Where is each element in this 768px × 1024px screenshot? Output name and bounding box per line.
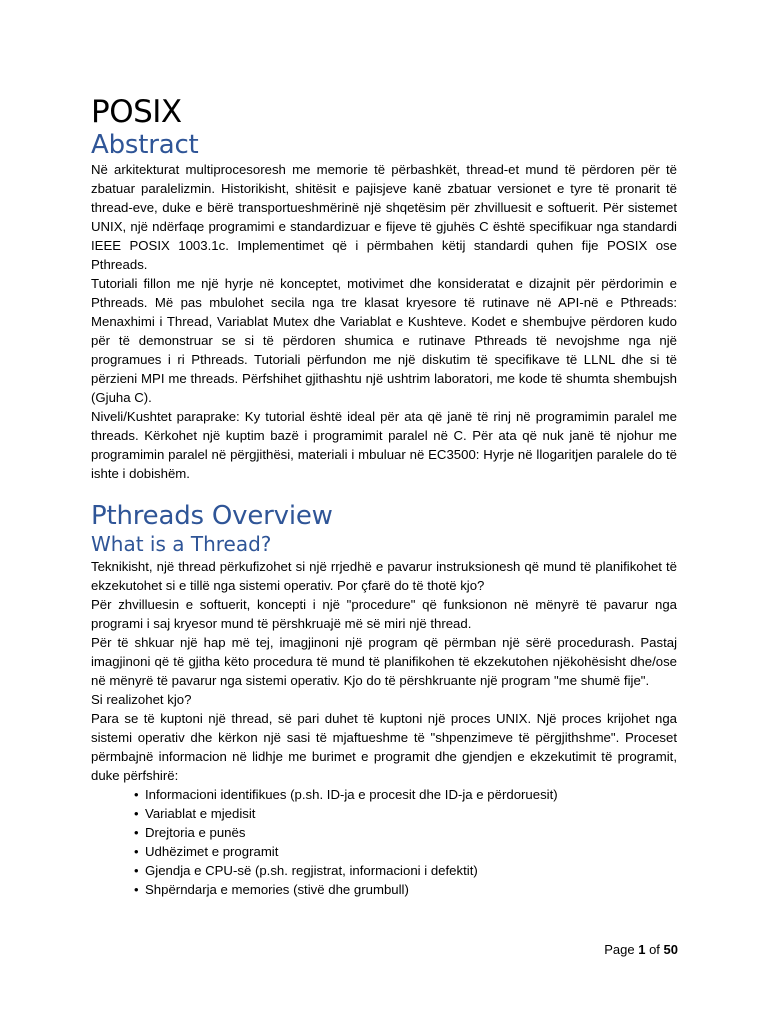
list-item <box>134 804 677 823</box>
list-item-text: Udhëzimet e programit <box>145 844 279 859</box>
list-item-text: Informacioni identifikues (p.sh. ID-ja e procesit dhe ID-ja e përdoruesit) <box>145 787 558 802</box>
page-footer <box>604 942 678 957</box>
overview-paragraph-3: Për të shkuar një hap më tej, imagjinoni një program që përmban një sërë procedurash. Pastaj imagjinoni që të gjitha këto procedura të mund të planifikohen të ekzekutohen njëkohësisht dhe/ose në mënyrë të pavarur nga sistemi operativ. Kjo do të përshkruante një program "me shumë fije". <box>91 635 677 688</box>
abstract-paragraph-3: Niveli/Kushtet paraprake: Ky tutorial është ideal për ata që janë të rinj në programimin paralel me threads. Kërkohet një kuptim bazë i programimit paralel në C. Për ata që nuk janë të njohur me programimin paralel në përgjithësi, materiali i mbuluar në EC3500: Hyrje në llogaritjen paralele do të ishte i dobishëm. <box>91 409 677 481</box>
document-title: POSIX <box>91 94 182 130</box>
list-item-text: Shpërndarja e memories (stivë dhe grumbull) <box>145 882 409 897</box>
list-item <box>134 861 677 880</box>
abstract-paragraph-2: Tutoriali fillon me një hyrje në konceptet, motivimet dhe konsideratat e dizajnit për përdorimin e Pthreads. Më pas mbulohet secila nga tre klasat kryesore të rutinave në API-në e Pthreads: Menaxhimi i Thread, Variablat Mutex dhe Variablat e Kushteve. Kodet e shembujve përdoren kudo për të demonstruar se si të përdoren shumica e rutinave Pthreads të nevojshme nga një programues i ri Pthreads. Tutoriali përfundon me një diskutim të specifikave të LLNL dhe si të përzieni MPI me threads. Përfshihet gjithashtu një ushtrim laboratori, me kode të shumta shembujsh (Gjuha C). <box>91 276 677 405</box>
bullet-icon: • <box>134 844 139 859</box>
thread-subheading: What is a Thread? <box>91 532 272 556</box>
list-item <box>134 823 677 842</box>
overview-paragraph-1: Teknikisht, një thread përkufizohet si një rrjedhë e pavarur instruksionesh që mund të planifikohet të ekzekutohet si e tillë nga sistemi operativ. Por çfarë do të thotë kjo? <box>91 559 677 593</box>
list-item <box>134 785 677 804</box>
total-pages-number: 50 <box>663 942 678 957</box>
overview-paragraph-2: Për zhvilluesin e softuerit, koncepti i një "procedure" që funksionon në mënyrë të pavarur nga programi i saj kryesor mund të përshkruajë më së miri një thread. <box>91 597 677 631</box>
abstract-heading: Abstract <box>91 130 199 160</box>
overview-question: Si realizohet kjo? <box>91 692 192 707</box>
list-item-text: Drejtoria e punës <box>145 825 246 840</box>
list-item-text: Gjendja e CPU-së (p.sh. regjistrat, informacioni i defektit) <box>145 863 478 878</box>
bullet-icon: • <box>134 806 139 821</box>
bullet-icon: • <box>134 863 139 878</box>
overview-heading: Pthreads Overview <box>91 501 333 531</box>
list-item <box>134 842 677 861</box>
list-item-text: Variablat e mjedisit <box>145 806 256 821</box>
page-content <box>91 94 677 899</box>
bullet-icon: • <box>134 787 139 802</box>
list-item <box>134 880 677 899</box>
bullet-icon: • <box>134 825 139 840</box>
overview-paragraph-5: Para se të kuptoni një thread, së pari duhet të kuptoni një proces UNIX. Një proces krijohet nga sistemi operativ dhe kërkon një sasi të mjaftueshme të "shpenzimeve të përgjithshme". Proceset përmbajnë informacion në lidhje me burimet e programit dhe gjendjen e ekzekutimit të programit, duke përfshirë: <box>91 711 677 783</box>
current-page-number: 1 <box>638 942 646 957</box>
process-info-list <box>91 785 677 899</box>
abstract-paragraph-1: Në arkitekturat multiprocesoresh me memorie të përbashkët, thread-et mund të përdoren për të zbatuar paralelizmin. Historikisht, shitësit e pajisjeve kanë zbatuar versionet e tyre të pronarit të thread-eve, duke e bërë transportueshmërinë një shqetësim për zhvilluesit e softuerit. Për sistemet UNIX, një ndërfaqe programimi e standardizuar e fijeve të gjuhës C është specifikuar nga standardi IEEE POSIX 1003.1c. Implementimet që i përmbahen këtij standardi quhen fije POSIX ose Pthreads. <box>91 162 677 272</box>
page-of-label: of <box>649 942 660 957</box>
page-label: Page <box>604 942 635 957</box>
bullet-icon: • <box>134 882 139 897</box>
